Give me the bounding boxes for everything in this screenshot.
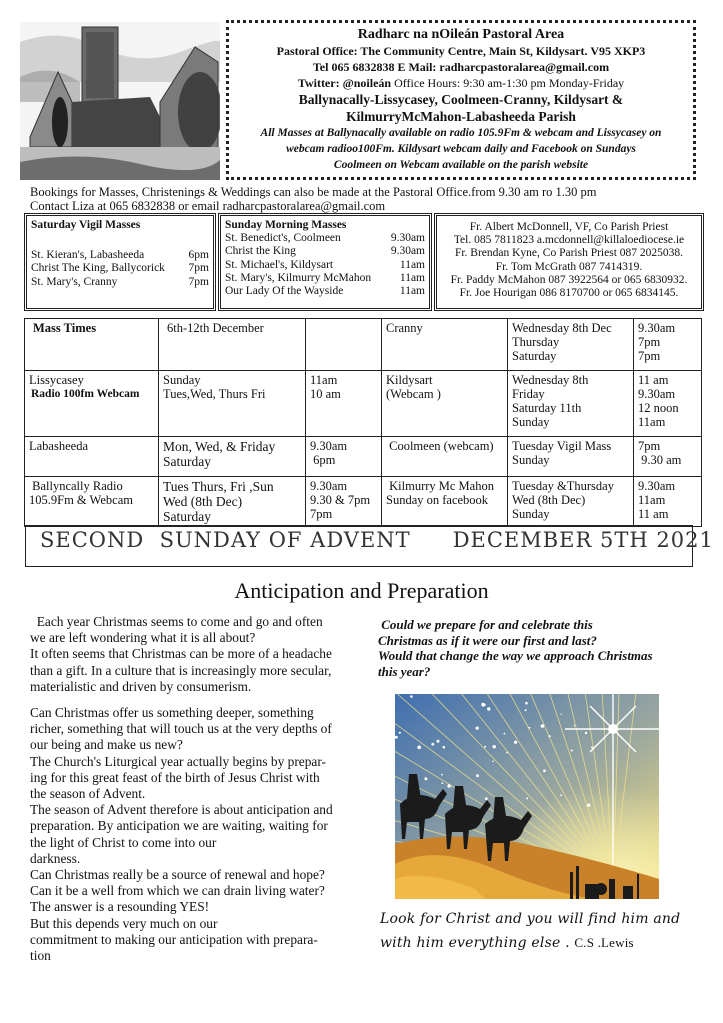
sunday-church: St. Michael's, Kildysart [225, 258, 334, 271]
article-line: The season of Advent therefore is about anticipation and [30, 802, 333, 818]
article-line: Can it be a well from which we can drain living water? [30, 883, 325, 899]
quote-author: C.S .Lewis [574, 935, 634, 950]
times-cell: 9.30am 11am 11 am [634, 477, 702, 527]
days-cell: Mon, Wed, & Friday Saturday [159, 437, 306, 477]
sunday-heading: Sunday Morning Masses [225, 219, 347, 231]
star [506, 752, 508, 754]
article-line: tion [30, 948, 51, 964]
broadcast-line-3: Coolmeen on Webcam available on the parish website [333, 159, 589, 171]
twitter-handle[interactable]: Twitter: @noileán [297, 76, 392, 90]
place-cell: Kildysart (Webcam ) [382, 371, 508, 437]
star [424, 777, 427, 780]
star [481, 703, 485, 707]
times-cell: 9.30am 7pm 7pm [634, 319, 702, 371]
sunday-item [225, 272, 425, 285]
days-cell: Tuesday &Thursday Wed (8th Dec) Sunday [508, 477, 634, 527]
star [437, 740, 440, 743]
article-paragraph-2 [30, 705, 370, 964]
vigil-item [31, 276, 209, 289]
days-cell: Wednesday 8th Friday Saturday 11th Sunday [508, 371, 634, 437]
vigil-church: Christ The King, Ballycorick [31, 262, 165, 275]
star [417, 746, 421, 750]
article-line: the light of Christ to come into our [30, 834, 217, 850]
priest-line: Fr. Brendan Kyne, Co Parish Priest 087 2025038. [454, 247, 684, 260]
twitter-hours [229, 75, 693, 91]
priest-line[interactable]: Tel. 085 7811823 a.mcdonnell@killaloediocese.ie [453, 234, 685, 247]
star [587, 804, 590, 807]
vigil-church: St. Mary's, Cranny [31, 275, 118, 288]
priests-contact-box [434, 213, 704, 311]
times-cell: 9.30am 6pm [306, 437, 382, 477]
vigil-item [31, 249, 209, 262]
article-line: materialistic and driven by consumerism. [30, 678, 252, 694]
sunday-church: Christ the King [225, 245, 296, 258]
question-line: Could we prepare for and celebrate this [378, 617, 593, 632]
article-line: The Church's Liturgical year actually begins by prepar- [30, 753, 327, 769]
star [476, 727, 479, 730]
sunday-church: St. Mary's, Kilmurry McMahon [225, 271, 372, 284]
times-cell: 7pm 9.30 am [634, 437, 702, 477]
article-line: commitment to making our anticipation with prepara- [30, 931, 318, 947]
office-address: Pastoral Office: The Community Centre, Main St, Kildysart. V95 XKP3 [276, 44, 646, 58]
times-cell: 9.30am 9.30 & 7pm 7pm [306, 477, 382, 527]
article-line: The answer is a resounding YES! [30, 899, 210, 915]
mass-times-table [24, 318, 702, 527]
table-row [25, 437, 702, 477]
sunday-time: 11am [399, 271, 425, 284]
cs-lewis-quote [380, 908, 700, 955]
sunday-item [225, 245, 425, 258]
star [485, 797, 488, 800]
broadcast-line-2: webcam radioo100Fm. Kildysart webcam daily and Facebook on Sundays [286, 143, 636, 155]
times-cell: 11am 10 am [306, 371, 382, 437]
priest-line: Fr. Joe Hourigan 086 8170700 or 065 6834145. [459, 287, 679, 300]
star [525, 709, 527, 711]
pastoral-area-header [226, 20, 696, 180]
article-line: Each year Christmas seems to come and go and often [30, 614, 323, 629]
star [395, 736, 398, 739]
star [493, 745, 496, 748]
question-line: Would that change the way we approach Christmas [378, 648, 653, 663]
banner-occasion: SECOND SUNDAY OF ADVENT [40, 528, 411, 552]
star [476, 774, 479, 777]
reflection-question [378, 617, 718, 679]
star [443, 746, 446, 749]
three-wise-men-image [395, 694, 659, 899]
sunday-church: Our Lady Of the Wayside [225, 285, 344, 298]
star [541, 724, 545, 728]
star [543, 769, 546, 772]
place-cell: Kilmurry Mc Mahon Sunday on facebook [382, 477, 508, 527]
star [447, 784, 450, 787]
star [441, 774, 443, 776]
star [529, 727, 531, 729]
star [526, 797, 528, 799]
pastoral-area-title: Radharc na nOileán Pastoral Area [357, 27, 565, 42]
article-line: we are left wondering what it is all about? [30, 630, 256, 646]
star [410, 695, 413, 698]
place-cell: Ballyncally Radio 105.9Fm & Webcam [25, 477, 159, 527]
priest-line: Fr. Paddy McMahon 087 3922564 or 065 6830932. [450, 273, 688, 286]
sunday-time: 11am [399, 258, 425, 271]
article-line: Can Christmas really be a source of renewal and hope? [30, 867, 325, 883]
article-paragraph-1 [30, 614, 370, 695]
question-line: this year? [378, 663, 431, 679]
table-cell [306, 319, 382, 371]
question-line: Christmas as if it were our first and last? [378, 632, 597, 648]
star [560, 794, 562, 796]
days-cell: Tuesday Vigil Mass Sunday [508, 437, 634, 477]
priest-line: Fr. Tom McGrath 087 7414319. [495, 260, 643, 273]
mass-times-label: Mass Times [25, 319, 159, 371]
office-hours: Office Hours: 9:30 am-1:30 pm Monday-Friday [391, 76, 625, 90]
star [487, 707, 490, 710]
star [574, 725, 575, 726]
article-line: the season of Advent. [30, 786, 146, 802]
days-cell: Sunday Tues,Wed, Thurs Fri [159, 371, 306, 437]
table-row [25, 371, 702, 437]
article-title: Anticipation and Preparation [234, 578, 489, 603]
star [484, 746, 486, 748]
star [560, 714, 561, 715]
place-broadcast: Radio 100fm Webcam [31, 388, 140, 400]
church-ruins-image [20, 22, 220, 180]
article-line: ing for this great feast of the birth of Jesus Christ with [30, 769, 320, 785]
star [525, 702, 528, 705]
star [514, 741, 517, 744]
article-body [30, 614, 370, 964]
vigil-church: St. Kieran's, Labasheeda [31, 249, 145, 262]
article-line: But this depends very much on our [30, 915, 218, 931]
table-row [25, 477, 702, 527]
sunday-item [225, 285, 425, 298]
priest-line: Fr. Albert McDonnell, VF, Co Parish Priest [469, 221, 669, 233]
star [399, 732, 401, 734]
times-cell: 11 am 9.30am 12 noon 11am [634, 371, 702, 437]
place-cell: Coolmeen (webcam) [382, 437, 508, 477]
place-cell [25, 371, 159, 437]
office-contact: Tel 065 6832838 E Mail: radharcpastoralarea@gmail.com [312, 60, 610, 74]
quote-text: with him everything else . [380, 935, 575, 951]
star [431, 743, 434, 746]
article-line: It often seems that Christmas can be more of a headache [30, 646, 332, 662]
star [492, 761, 494, 763]
days-cell: Wednesday 8th Dec Thursday Saturday [508, 319, 634, 371]
star [549, 735, 551, 737]
vigil-time: 6pm [188, 249, 209, 262]
sunday-morning-box [218, 213, 432, 311]
sunday-time: 11am [399, 285, 425, 298]
bookings-info [30, 185, 597, 213]
quote-line-2 [380, 931, 700, 955]
star [585, 732, 587, 734]
contact-line: Contact Liza at 065 6832838 or email radharcpastoralarea@gmail.com [30, 199, 386, 213]
parish-line-1: Ballynacally-Lissycasey, Coolmeen-Cranny, Kildysart & [298, 92, 624, 107]
article-line: Can Christmas offer us something deeper, something [30, 705, 314, 721]
days-cell: Tues Thurs, Fri ,Sun Wed (8th Dec) Saturday [159, 477, 306, 527]
table-row [25, 319, 702, 371]
vigil-heading: Saturday Vigil Masses [31, 219, 141, 231]
sunday-item [225, 232, 425, 245]
quote-line-1: Look for Christ and you will find him and [380, 911, 681, 927]
parish-line-2: KilmurryMcMahon-Labasheeda Parish [346, 109, 576, 124]
vigil-time: 7pm [188, 262, 209, 275]
advent-banner [25, 525, 714, 567]
bookings-line: Bookings for Masses, Christenings & Weddings can also be made at the Pastoral Office.from 9.30 am ro 1.30 pm [30, 185, 597, 199]
star [441, 782, 443, 784]
star [571, 750, 573, 752]
vigil-time: 7pm [188, 275, 209, 288]
article-line: our being and make us new? [30, 737, 183, 753]
sunday-item [225, 259, 425, 272]
vigil-item [31, 262, 209, 275]
saturday-vigil-box [24, 213, 216, 311]
banner-date: DECEMBER 5TH 2021 [452, 528, 714, 552]
place-cell: Labasheeda [25, 437, 159, 477]
article-line: richer, something that will touch us at the very depths of [30, 721, 332, 737]
place-cell: Cranny [382, 319, 508, 371]
article-line: darkness. [30, 850, 81, 866]
sunday-time: 9.30am [390, 245, 425, 258]
star [591, 747, 593, 749]
week-range: 6th-12th December [159, 319, 306, 371]
broadcast-line-1: All Masses at Ballynacally available on radio 105.9Fm & webcam and Lissycasey on [260, 127, 662, 139]
article-line: than a gift. In a culture that is increasingly more secular, [30, 662, 332, 678]
place-name: Lissycasey [29, 373, 84, 387]
article-line: preparation. By anticipation we are waiting, waiting for [30, 818, 328, 834]
sunday-church: St. Benedict's, Coolmeen [225, 232, 341, 245]
sunday-time: 9.30am [390, 232, 425, 245]
star [504, 733, 506, 735]
